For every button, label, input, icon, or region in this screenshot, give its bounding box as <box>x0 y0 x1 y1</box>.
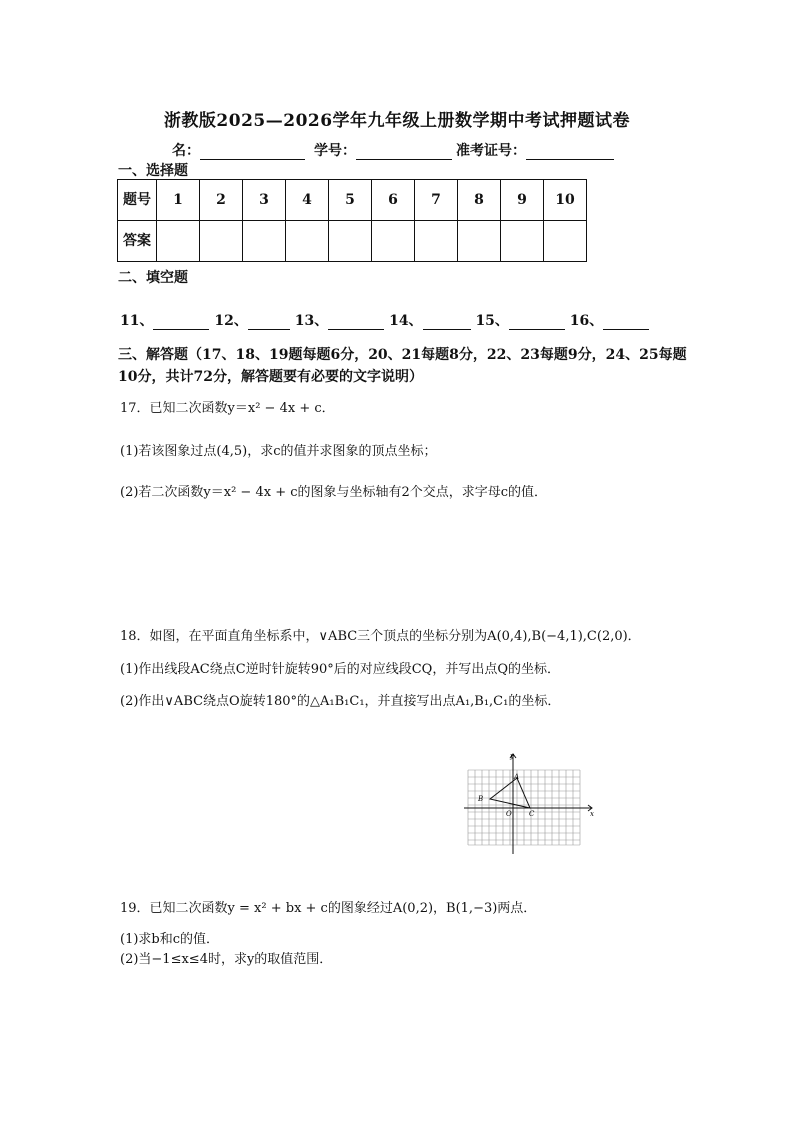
exam-id-label: 准考证号： <box>456 143 526 159</box>
exam-id-blank <box>526 143 614 160</box>
answer-cell[interactable] <box>544 221 587 262</box>
student-id-blank <box>356 143 452 160</box>
name-field <box>172 140 305 160</box>
exam-id-field <box>456 140 614 160</box>
answer-cell[interactable] <box>458 221 501 262</box>
name-blank <box>200 143 305 160</box>
table-row-answers <box>118 221 587 262</box>
fill-blank[interactable] <box>153 315 209 330</box>
table-cell-number: 2 <box>200 180 243 221</box>
answer-cell[interactable] <box>157 221 200 262</box>
name-label: 名： <box>172 143 200 159</box>
student-id-field <box>314 140 452 160</box>
table-cell-number: 5 <box>329 180 372 221</box>
table-cell-number: 8 <box>458 180 501 221</box>
answer-cell[interactable] <box>286 221 329 262</box>
section-choice-heading: 一、选择题 <box>118 163 188 179</box>
table-cell-number: 1 <box>157 180 200 221</box>
table-cell-number: 7 <box>415 180 458 221</box>
x-axis-label: x <box>590 810 594 818</box>
table-head-number: 题号 <box>118 180 157 221</box>
y-axis-label: y <box>510 752 514 760</box>
q17-stem: 17．已知二次函数y＝x² − 4x + c． <box>120 401 335 416</box>
answer-table <box>117 179 587 262</box>
q17-part1: (1)若该图象过点(4,5)，求c的值并求图象的顶点坐标； <box>120 444 437 459</box>
table-cell-number: 9 <box>501 180 544 221</box>
answer-cell[interactable] <box>415 221 458 262</box>
table-row-numbers <box>118 180 587 221</box>
answer-cell[interactable] <box>329 221 372 262</box>
fill-label: 11、 <box>120 313 154 329</box>
fill-label: 15、 <box>475 313 509 329</box>
q18-part2: (2)作出∨ABC绕点O旋转180°的△A₁B₁C₁，并直接写出点A₁,B₁,C₁的坐标． <box>120 694 561 709</box>
q19-stem: 19．已知二次函数y = x² + bx + c的图象经过A(0,2)，B(1,−3)两点． <box>120 901 537 916</box>
table-head-answer: 答案 <box>118 221 157 262</box>
table-cell-number: 6 <box>372 180 415 221</box>
point-c-label: C <box>529 810 535 818</box>
q19-part1: (1)求b和c的值． <box>120 932 220 947</box>
student-id-label: 学号： <box>314 143 356 159</box>
q19-part2: (2)当−1≤x≤4时，求y的取值范围． <box>120 952 333 967</box>
q18-part1: (1)作出线段AC绕点C逆时针旋转90°后的对应线段CQ，并写出点Q的坐标． <box>120 662 561 677</box>
fill-blank[interactable] <box>248 315 290 330</box>
q18-stem: 18．如图，在平面直角坐标系中，∨ABC三个顶点的坐标分别为A(0,4),B(−4,1),C(2,0)． <box>120 629 641 644</box>
fill-blank[interactable] <box>328 315 384 330</box>
section-solve-heading: 三、解答题（17、18、19题每题6分，20、21每题8分，22、23每题9分，24、25每题10分，共计72分，解答题要有必要的文字说明） <box>118 347 687 385</box>
fill-blank[interactable] <box>603 315 649 330</box>
q17-part2: (2)若二次函数y＝x² − 4x + c的图象与坐标轴有2个交点，求字母c的值． <box>120 485 548 500</box>
answer-cell[interactable] <box>243 221 286 262</box>
page-title: 浙教版2025—2026学年九年级上册数学期中考试押题试卷 <box>163 111 631 131</box>
answer-cell[interactable] <box>501 221 544 262</box>
fill-label: 13、 <box>294 313 329 329</box>
fill-blanks-row <box>120 310 649 330</box>
fill-blank[interactable] <box>509 315 565 330</box>
answer-cell[interactable] <box>200 221 243 262</box>
coordinate-figure <box>462 750 602 858</box>
section-fill-heading: 二、填空题 <box>118 270 188 286</box>
answer-cell[interactable] <box>372 221 415 262</box>
point-a-label: A <box>514 773 520 781</box>
table-cell-number: 3 <box>243 180 286 221</box>
table-cell-number: 4 <box>286 180 329 221</box>
fill-label: 12、 <box>214 313 248 329</box>
fill-label: 16、 <box>569 313 604 329</box>
table-cell-number: 10 <box>544 180 587 221</box>
fill-label: 14、 <box>389 313 423 329</box>
fill-blank[interactable] <box>423 315 471 330</box>
origin-label: O <box>506 810 512 818</box>
point-b-label: B <box>478 795 484 803</box>
